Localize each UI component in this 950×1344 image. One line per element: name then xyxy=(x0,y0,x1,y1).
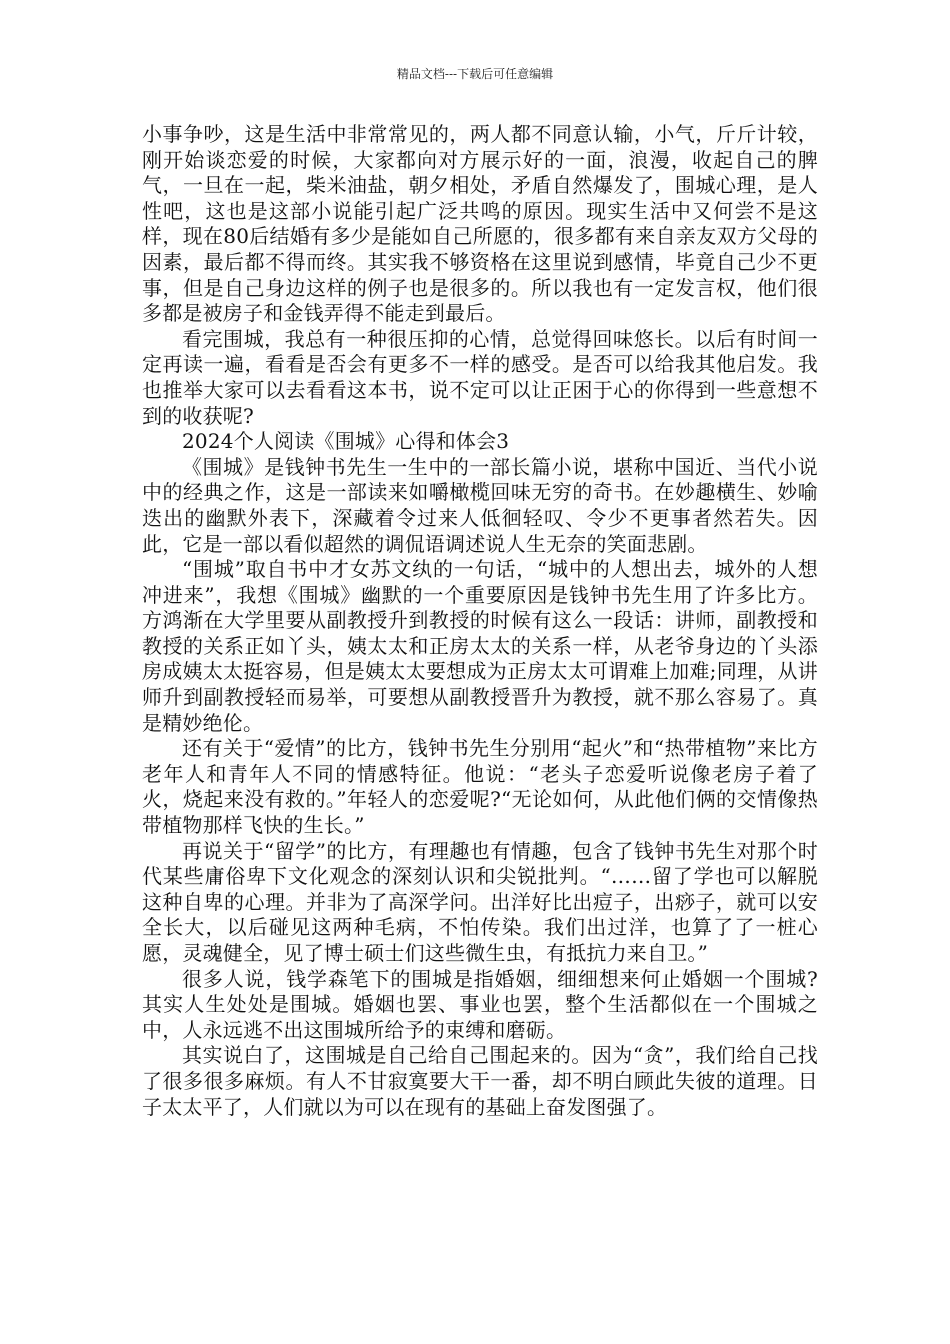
section-title: 2024个人阅读《围城》心得和体会3 xyxy=(182,429,510,454)
paragraph: 其实说白了，这围城是自己给自己围起来的。因为“贪”，我们给自己找了很多很多麻烦。有人不甘寂寞要大干一番，却不明白顾此失彼的道理。日子太太平了，人们就以为可以在现有的基础上奋发图强了。 xyxy=(142,1043,818,1119)
paragraph: 看完围城，我总有一种很压抑的心情，总觉得回味悠长。以后有时间一定再读一遍，看看是否会有更多不一样的感受。是否可以给我其他启发。我也推举大家可以去看看这本书，说不定可以让正困于心的你得到一些意想不到的收获呢? xyxy=(142,326,818,428)
document-body xyxy=(142,122,818,1120)
paragraph: 小事争吵，这是生活中非常常见的，两人都不同意认输，小气，斤斤计较，刚开始谈恋爱的时候，大家都向对方展示好的一面，浪漫，收起自己的脾气，一旦在一起，柴米油盐，朝夕相处，矛盾自然爆发了，围城心理，是人性吧，这也是这部小说能引起广泛共鸣的原因。现实生活中又何尝不是这样，现在80后结婚有多少是能如自己所愿的，很多都有来自亲友双方父母的因素，最后都不得而终。其实我不够资格在这里说到感情，毕竟自己少不更事，但是自己身边这样的例子也是很多的。所以我也有一定发言权，他们很多都是被房子和金钱弄得不能走到最后。 xyxy=(142,122,818,326)
paragraph: 《围城》是钱钟书先生一生中的一部长篇小说，堪称中国近、当代小说中的经典之作，这是一部读来如嚼橄榄回味无穷的奇书。在妙趣横生、妙喻迭出的幽默外表下，深藏着令过来人低徊轻叹、令少不更事者然若失。因此，它是一部以看似超然的调侃语调述说人生无奈的笑面悲剧。 xyxy=(142,454,818,556)
paragraph: “围城”取自书中才女苏文纨的一句话，“城中的人想出去，城外的人想冲进来”，我想《围城》幽默的一个重要原因是钱钟书先生用了许多比方。方鸿渐在大学里要从副教授升到教授的时候有这么一段话：讲师，副教授和教授的关系正如丫头，姨太太和正房太太的关系一样，从老爷身边的丫头添房成姨太太挺容易，但是姨太太要想成为正房太太可谓难上加难;同理，从讲师升到副教授轻而易举，可要想从副教授晋升为教授，就不那么容易了。真是精妙绝伦。 xyxy=(142,557,818,735)
paragraph: 很多人说，钱学森笔下的围城是指婚姻，细细想来何止婚姻一个围城?其实人生处处是围城。婚姻也罢、事业也罢，整个生活都似在一个围城之中，人永远逃不出这围城所给予的束缚和磨砺。 xyxy=(142,966,818,1042)
page-header: 精品文档---下载后可任意编辑 xyxy=(396,67,554,81)
paragraph: 还有关于“爱情”的比方，钱钟书先生分别用“起火”和“热带植物”来比方老年人和青年人不同的情感特征。他说：“老头子恋爱听说像老房子着了火，烧起来没有救的。”年轻人的恋爱呢?“无论如何，从此他们俩的交情像热带植物那样飞快的生长。” xyxy=(142,736,818,838)
paragraph: 再说关于“留学”的比方，有理趣也有情趣，包含了钱钟书先生对那个时代某些庸俗卑下文化观念的深刻认识和尖锐批判。“……留了学也可以解脱这种自卑的心理。并非为了高深学问。出洋好比出痘子，出痧子，就可以安全长大，以后碰见这两种毛病，不怕传染。我们出过洋，也算了了一桩心愿，灵魂健全，见了博士硕士们这些微生虫，有抵抗力来自卫。” xyxy=(142,838,818,965)
